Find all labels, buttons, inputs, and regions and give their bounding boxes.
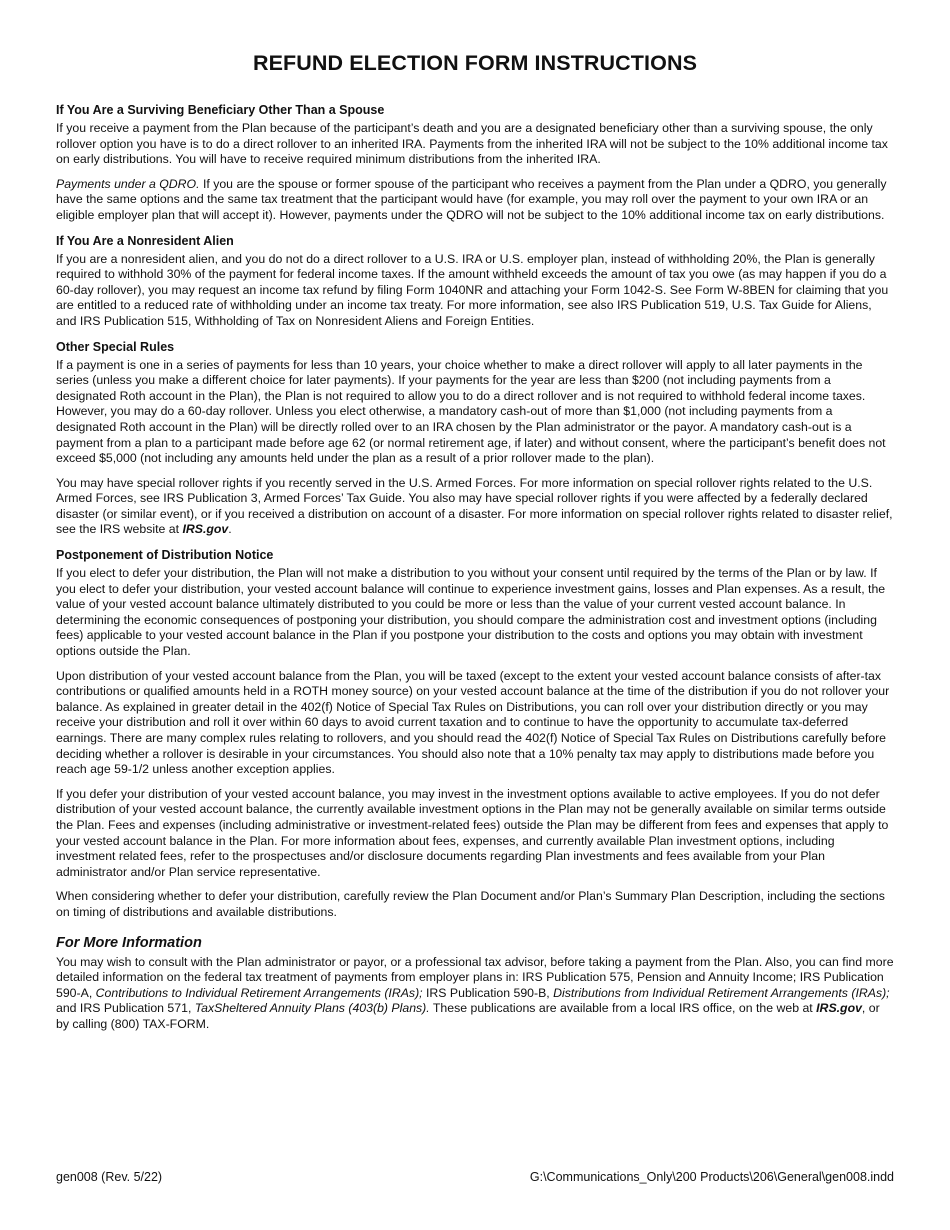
form-revision: gen008 (Rev. 5/22) <box>56 1170 163 1184</box>
section-heading: If You Are a Nonresident Alien <box>56 233 234 248</box>
section-heading: If You Are a Surviving Beneficiary Other Than a Spouse <box>56 103 385 117</box>
section-surviving-beneficiary <box>56 102 894 224</box>
section-heading: Other Special Rules <box>56 339 175 354</box>
paragraph-end: . <box>228 522 232 537</box>
irs-gov-link[interactable]: IRS.gov <box>182 522 229 537</box>
publication-title: Contributions to Individual Retirement Arrangements (IRAs); <box>95 985 423 1000</box>
paragraph: If you defer your distribution of your vested account balance, you may invest in the investment options available to active employees. If you do not defer distribution of your vested account balance, the currently available investment options in the Plan may not be generally available on similar terms outside the Plan. Fees and expenses (including administrative or investment-related fees) outside the Plan may be different from fees and expenses that apply to your vested account balance in the Plan. For more information about fees, expenses, and currently available Plan investment options, including investment related fees, refer to the prospectuses and/or disclosure documents regarding Plan investments and fees available from your Plan administrator and/or Plan service representative. <box>56 786 889 879</box>
page-title: REFUND ELECTION FORM INSTRUCTIONS <box>252 51 698 75</box>
qdro-lead: Payments under a QDRO. <box>56 176 200 191</box>
irs-gov-link[interactable]: IRS.gov <box>816 1001 862 1016</box>
paragraph: If you receive a payment from the Plan because of the participant’s death and you are a designated beneficiary other than a surviving spouse, the only rollover option you have is to do a direct rollover to an inherited IRA. Payments from the inherited IRA will not be subject to the 10% additional income tax on early distributions. You will have to receive required minimum distributions from the inherited IRA. <box>56 121 888 167</box>
page-footer <box>56 1170 894 1184</box>
document-body <box>56 102 894 1033</box>
section-postponement <box>56 547 894 920</box>
text-run: You may wish to consult with the Plan administrator or payor, or a professional tax advisor, before taking a payment from the Plan. Also, you can find more detailed information on the federal tax treatment of payments from employer plans in: IRS Publication 575, Pension and Annuity Income; IRS Publication 590-A, <box>56 954 894 1000</box>
publication-title: Distributions from Individual Retirement Arrangements (IRAs); <box>553 985 890 1000</box>
paragraph-text: You may have special rollover rights if you recently served in the U.S. Armed Forces. For more information on special rollover rights related to the U.S. Armed Forces, see IRS Publication 3, Armed Forces’ Tax Guide. You also may have special rollover rights if you were affected by a federally declared disaster (or similar event), or if you received a distribution on account of a disaster. For more information on special rollover rights related to disaster relief, see the IRS website at <box>56 475 893 537</box>
paragraph-more-info <box>56 955 894 1033</box>
paragraph: If you are a nonresident alien, and you do not do a direct rollover to a U.S. IRA or U.S. employer plan, instead of withholding 20%, the Plan is generally required to withhold 30% of the payment for federal income taxes. If the amount withheld exceeds the amount of tax you owe (as may happen if you do a 60-day rollover), you may request an income tax refund by filing Form 1040NR and attaching your Form 1042-S. See Form W-8BEN for claiming that you are entitled to a reduced rate of withholding under an income tax treaty. For more information, see also IRS Publication 519, U.S. Tax Guide for Aliens, and IRS Publication 515, Withholding of Tax on Nonresident Aliens and Foreign Entities. <box>56 251 889 328</box>
publication-title: TaxSheltered Annuity Plans (403(b) Plans). <box>194 1001 430 1016</box>
text-run: These publications are available from a local IRS office, on the web at <box>429 1001 817 1016</box>
paragraph: Upon distribution of your vested account balance from the Plan, you will be taxed (except to the extent your vested account balance consists of after-tax contributions or qualified amounts held in a ROTH money source) on your vested account balance at the time of the distribution if you do not rollover your balance. As explained in greater detail in the 402(f) Notice of Special Tax Rules on Distributions, you can roll over your distribution directly or you may receive your distribution and roll it over within 60 days to avoid current taxation and to continue to have the opportunity to accumulate tax-deferred earnings. There are many complex rules relating to rollovers, and you should read the 402(f) Notice of Special Tax Rules on Distributions carefully before deciding whether a rollover is desirable in your circumstances. You should also note that a 10% penalty tax may apply to distributions made before you reach age 59-1/2 unless another exception applies. <box>56 668 890 777</box>
paragraph-qdro <box>56 177 894 224</box>
text-run: and IRS Publication 571, <box>56 1001 195 1016</box>
section-heading: For More Information <box>56 934 202 951</box>
paragraph: If a payment is one in a series of payments for less than 10 years, your choice whether to make a direct rollover will apply to all later payments in the series (unless you make a different choice for later payments). If your payments for the year are less than $200 (not including payments from a designated Roth account in the Plan), the Plan is not required to allow you to do a direct rollover and is not required to withhold federal income taxes. However, you may do a 60-day rollover. Unless you elect otherwise, a mandatory cash-out of more than $1,000 (not including payments from a designated Roth account in the Plan) will be directly rolled over to an IRA chosen by the Plan administrator or the payor. A mandatory cash-out is a payment from a plan to a participant made before age 62 (or normal retirement age, if later) and without consent, where the participant’s benefit does not exceed $5,000 (not including any amounts held under the plan as a result of a prior rollover made to the plan). <box>56 357 886 466</box>
section-heading: Postponement of Distribution Notice <box>56 548 274 563</box>
paragraph: When considering whether to defer your distribution, carefully review the Plan Document and/or Plan’s Summary Plan Description, including the sections on timing of distributions and available distributions. <box>56 889 885 919</box>
section-more-information <box>56 935 894 1033</box>
text-run: , or by calling (800) TAX-FORM. <box>56 1001 880 1031</box>
qdro-text: If you are the spouse or former spouse of the participant who receives a payment from the Plan under a QDRO, you generally have the same options and the same tax treatment that the participant would have (for example, you may roll over the payment to your own IRA or an eligible employer plan that will accept it). However, payments under the QDRO will not be subject to the 10% additional income tax on early distributions. <box>56 176 887 222</box>
paragraph-armed-forces <box>56 476 894 538</box>
section-other-special-rules <box>56 339 894 539</box>
file-path: G:\Communications_Only\200 Products\206\General\gen008.indd <box>529 1170 894 1184</box>
text-run: IRS Publication 590-B, <box>422 985 554 1000</box>
section-nonresident-alien <box>56 233 894 330</box>
paragraph: If you elect to defer your distribution, the Plan will not make a distribution to you without your consent until required by the terms of the Plan or by law. If you elect to defer your distribution, your vested account balance will continue to experience investment gains, losses and Plan expenses. As a result, the value of your vested account balance ultimately distributed to you could be more or less than the value of your current vested account balance. In determining the economic consequences of postponing your distribution, you should compare the administration cost and investment options (including fees) applicable to your vested account balance in the Plan if you postpone your distribution to the costs and options you may obtain with investment options outside the Plan. <box>56 566 886 659</box>
